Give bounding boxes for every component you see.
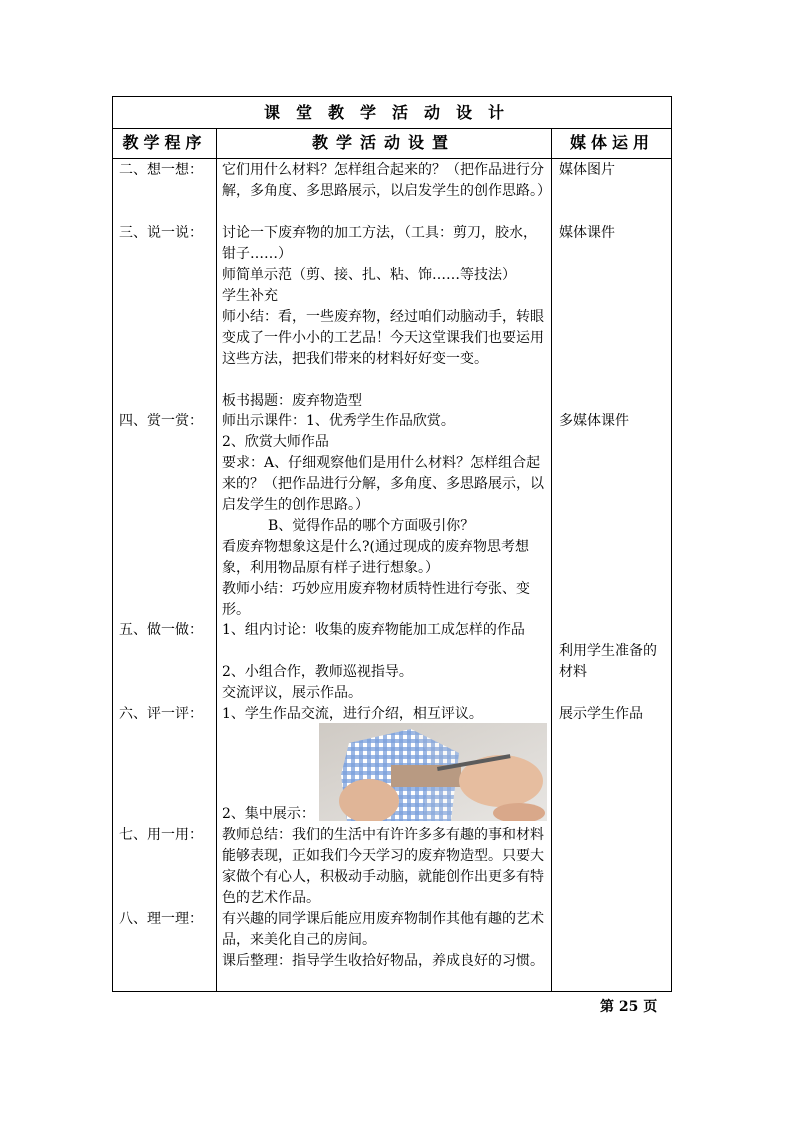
- activity-text: 看废弃物想象这是什么?(通过现成的废弃物思考想象，利用物品原有样子进行想象。）: [222, 539, 529, 576]
- activity-text: 讨论一下废弃物的加工方法，（工具：剪刀，胶水，钳子……）: [222, 225, 537, 262]
- step-label: 四、赏一赏：: [119, 413, 203, 429]
- activity-text: 师小结：看，一些废弃物，经过咱们动脑动手，转眼变成了一件小小的工艺品！今天这堂课我们也要运用这些方法，把我们带来的材料好好变一变。: [222, 309, 544, 367]
- activity-text: 2、小组合作，教师巡视指导。: [222, 664, 413, 680]
- media-label: 展示学生作品: [559, 706, 643, 722]
- activity-text: 学生补充: [222, 288, 278, 304]
- activity-text: 1、学生作品交流，进行介绍，相互评议。: [222, 706, 483, 722]
- page-number: 第 25 页: [600, 999, 658, 1015]
- step-label: 八、理一理：: [119, 911, 203, 927]
- column-divider: [216, 128, 217, 991]
- divider: [113, 158, 671, 159]
- media-label: 媒体图片: [559, 162, 615, 178]
- header-media: 媒体运用: [569, 133, 654, 152]
- activity-text: 板书揭题：废弃物造型: [222, 393, 362, 409]
- media-label: 媒体课件: [559, 225, 615, 241]
- craft-photo-icon: [319, 723, 547, 821]
- activity-text: 教师总结：我们的生活中有许许多多有趣的事和材料能够表现，正如我们今天学习的废弃物造型。只要大家做个有心人，积极动手动脑，就能创作出更多有特色的艺术作品。: [222, 827, 544, 906]
- activity-text: 有兴趣的同学课后能应用废弃物制作其他有趣的艺术品，来美化自己的房间。: [222, 911, 544, 948]
- activity-text: 要求：A、仔细观察他们是用什么材料？怎样组合起来的？（把作品进行分解，多角度、多思路展示，以启发学生的创作思路。）: [222, 455, 544, 513]
- activity-text: 2、欣赏大师作品: [222, 434, 329, 450]
- step-label: 二、想一想：: [119, 162, 203, 178]
- activity-text: 1、组内讨论：收集的废弃物能加工成怎样的作品: [222, 622, 525, 638]
- step-label: 三、说一说：: [119, 225, 203, 241]
- table-title: 课堂教学活动设计: [263, 103, 520, 122]
- media-label: 利用学生准备的材料: [559, 643, 657, 680]
- activity-text: 师简单示范（剪、接、扎、粘、饰……等技法）: [222, 267, 516, 283]
- activity-text: 师出示课件：1、优秀学生作品欣赏。: [222, 413, 455, 429]
- step-label: 七、用一用：: [119, 827, 203, 843]
- header-procedure: 教学程序: [122, 133, 207, 152]
- activity-text: 它们用什么材料？怎样组合起来的？（把作品进行分解，多角度、多思路展示，以启发学生的创作思路。）: [222, 162, 551, 199]
- step-label: 五、做一做：: [119, 622, 203, 638]
- header-activity: 教学活动设置: [311, 133, 456, 152]
- craft-photo-icon: [319, 723, 547, 821]
- lesson-design-table: [112, 96, 672, 992]
- media-label: 多媒体课件: [559, 413, 629, 429]
- activity-text: 2、集中展示：: [222, 806, 315, 822]
- activity-text: 课后整理：指导学生收拾好物品，养成良好的习惯。: [222, 953, 544, 969]
- activity-text: B、觉得作品的哪个方面吸引你？: [268, 518, 475, 534]
- step-label: 六、评一评：: [119, 706, 203, 722]
- activity-text: 教师小结：巧妙应用废弃物材质特性进行夸张、变形。: [222, 581, 530, 618]
- column-divider: [551, 128, 552, 991]
- activity-text: 交流评议，展示作品。: [222, 685, 362, 701]
